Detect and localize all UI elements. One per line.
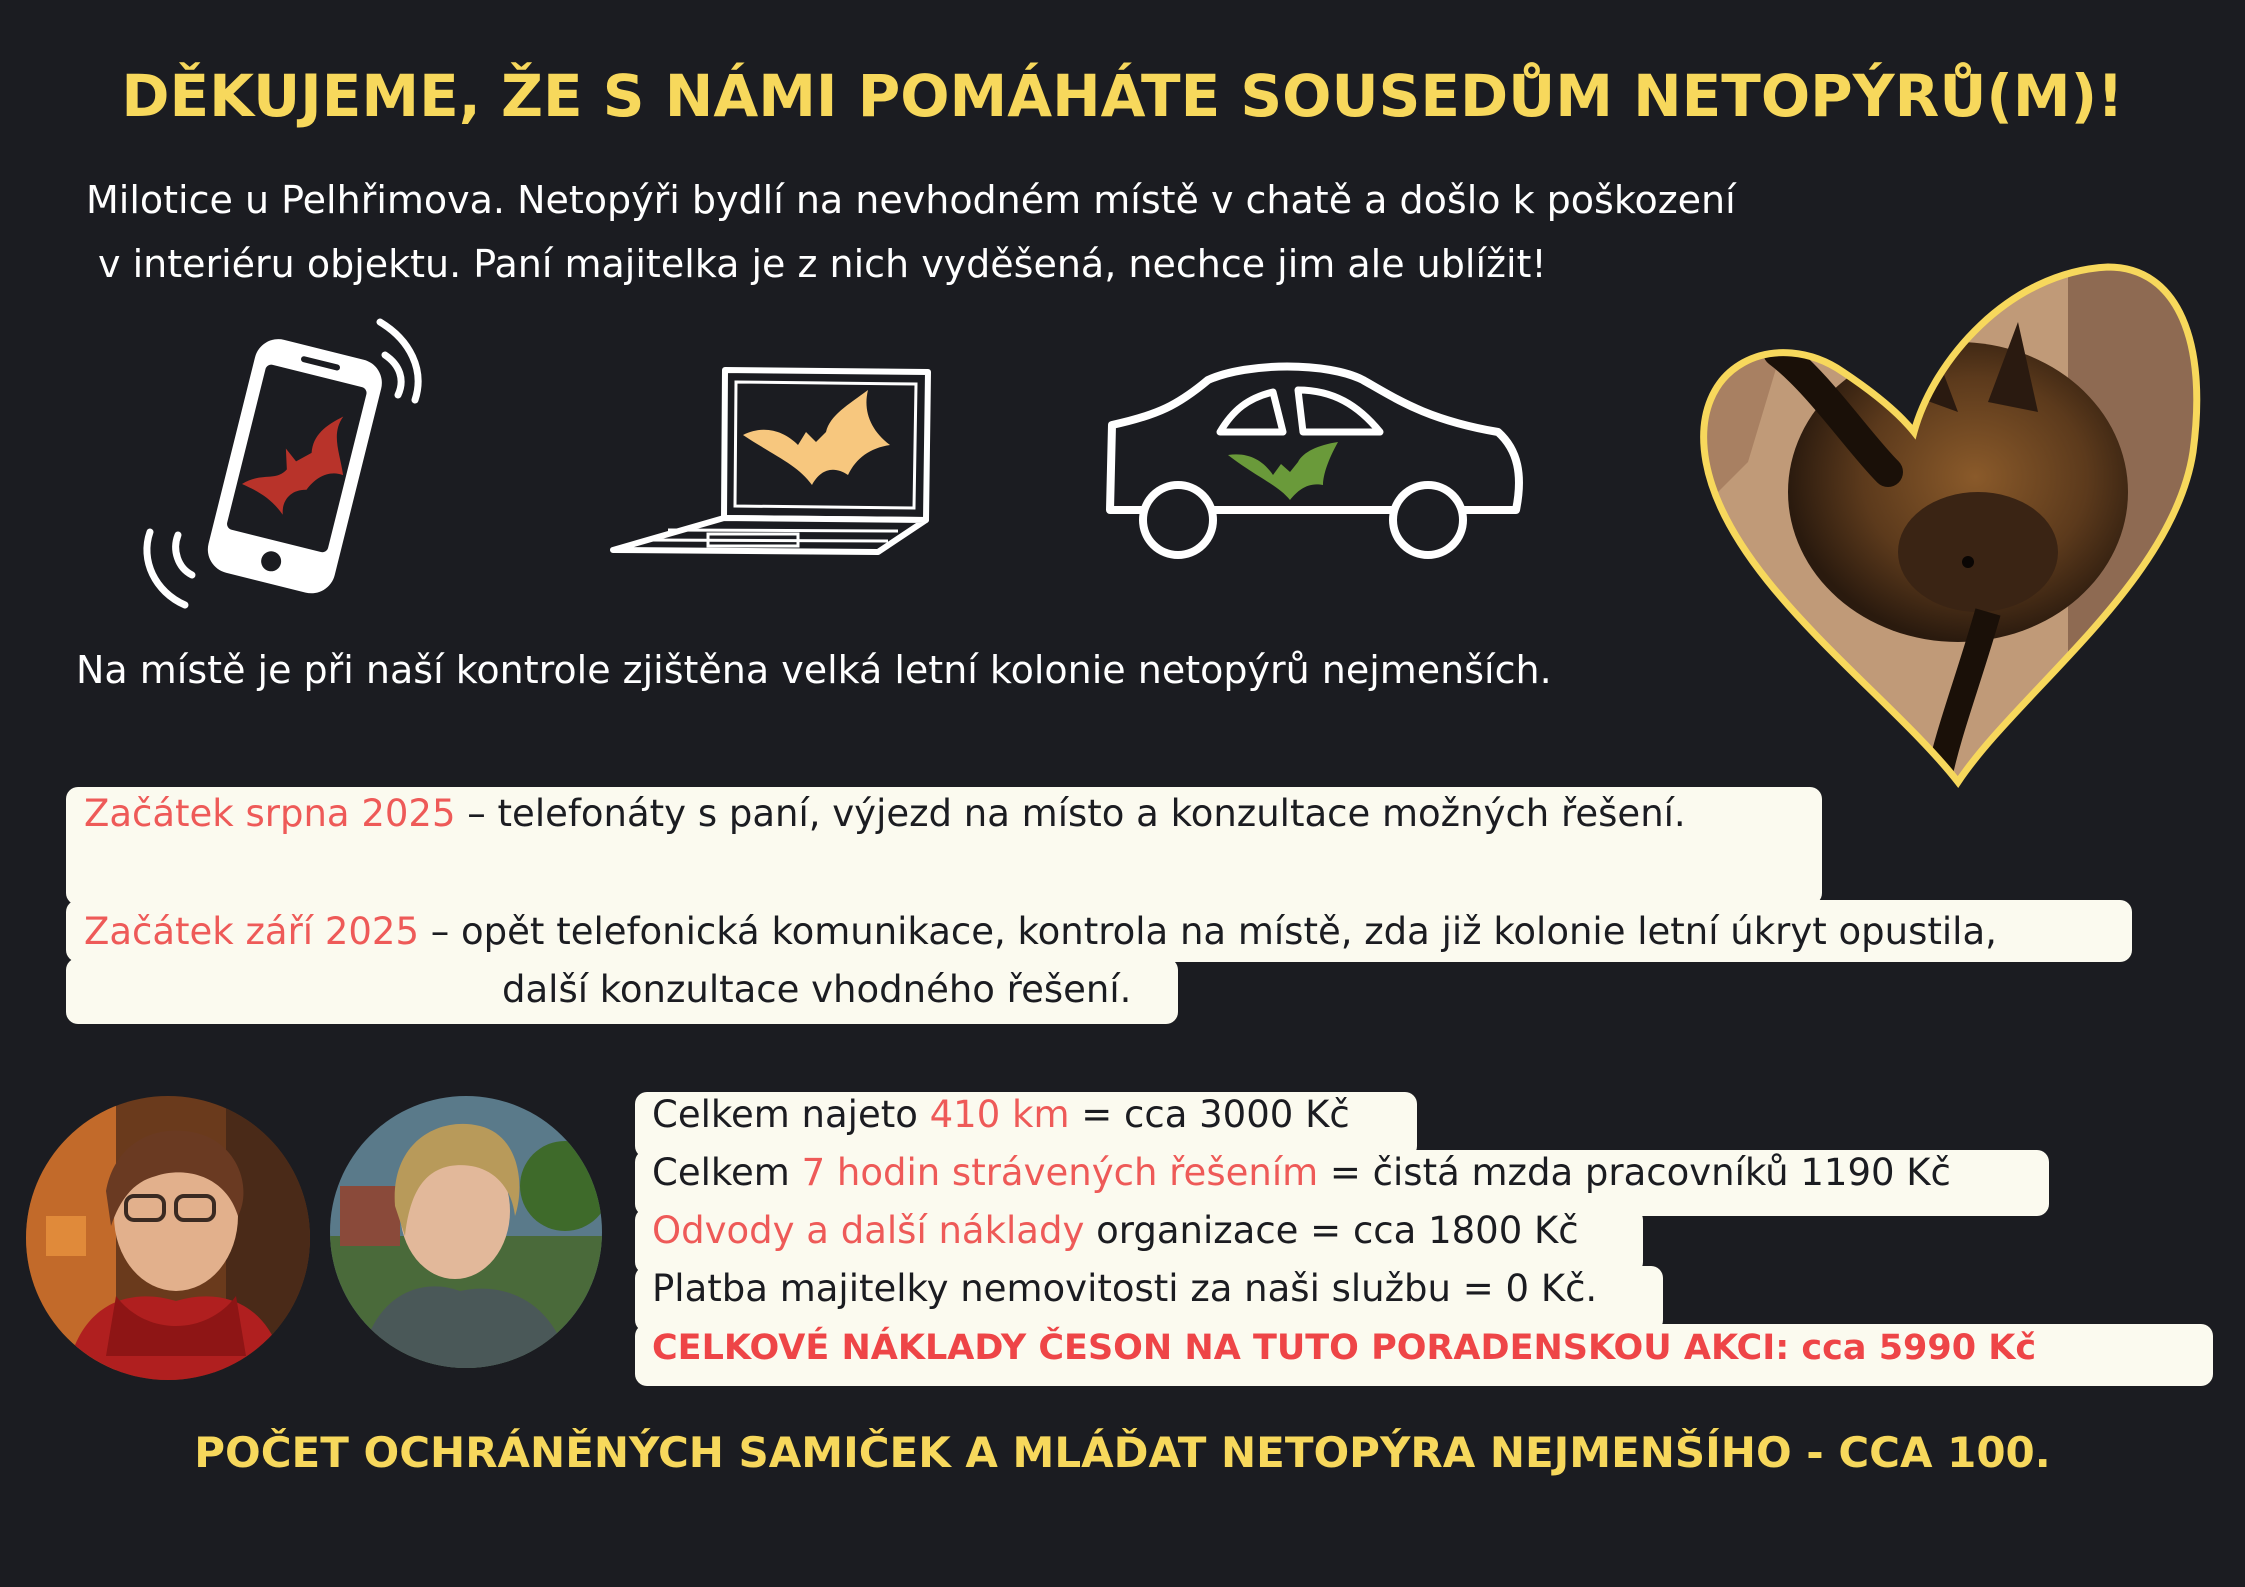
footer-text: POČET OCHRÁNĚNÝCH SAMIČEK A MLÁĎAT NETOPÝRA NEJMENŠÍHO - CCA 100. (194, 1428, 2051, 1477)
timeline-date-1: Začátek srpna 2025 (84, 792, 456, 835)
distance-value: 410 km (929, 1093, 1070, 1136)
fees-label: Odvody a další náklady (652, 1209, 1085, 1252)
timeline-date-2: Začátek září 2025 (84, 910, 420, 953)
cost-total: CELKOVÉ NÁKLADY ČESON NA TUTO PORADENSKOU AKCI: cca 5990 Kč (652, 1328, 2037, 1368)
heart-bat-photo (1688, 262, 2208, 794)
timeline-item-2 (84, 904, 1997, 960)
page-title: DĚKUJEME, ŽE S NÁMI POMÁHÁTE SOUSEDŮM NETOPÝRŮ(M)! (121, 62, 2124, 130)
laptop-bat-icon (608, 360, 938, 560)
cost-line-2: Celkem 7 hodin strávených řešením = čistá mzda pracovníků 1190 Kč (652, 1151, 1951, 1194)
intro-line-1: Milotice u Pelhřimova. Netopýři bydlí na nevhodném místě v chatě a došlo k poškození (86, 178, 1736, 222)
timeline-item-1 (84, 786, 1686, 842)
colony-text: Na místě je při naší kontrole zjištěna velká letní kolonie netopýrů nejmenších. (76, 648, 1552, 692)
timeline-text-2-cont: další konzultace vhodného řešení. (502, 968, 1132, 1011)
hours-value: 7 hodin strávených řešením (801, 1151, 1319, 1194)
timeline-text-1: – telefonáty s paní, výjezd na místo a konzultace možných řešení. (455, 792, 1686, 835)
staff-photo-1 (26, 1096, 310, 1380)
cost-line-4: Platba majitelky nemovitosti za naši službu = 0 Kč. (652, 1267, 1598, 1310)
phone-bat-icon (140, 310, 450, 620)
timeline-text-2: – opět telefonická komunikace, kontrola na místě, zda již kolonie letní úkryt opustila, (419, 910, 1997, 953)
intro-text (86, 168, 1736, 296)
cost-line-1: Celkem najeto 410 km = cca 3000 Kč (652, 1093, 1350, 1136)
intro-line-2: v interiéru objektu. Paní majitelka je z nich vyděšená, nechce jim ale ublížit! (98, 242, 1547, 286)
cost-line-3: Odvody a další náklady organizace = cca 1800 Kč (652, 1209, 1579, 1252)
car-bat-icon (1098, 360, 1528, 560)
staff-photo-2 (330, 1096, 602, 1368)
